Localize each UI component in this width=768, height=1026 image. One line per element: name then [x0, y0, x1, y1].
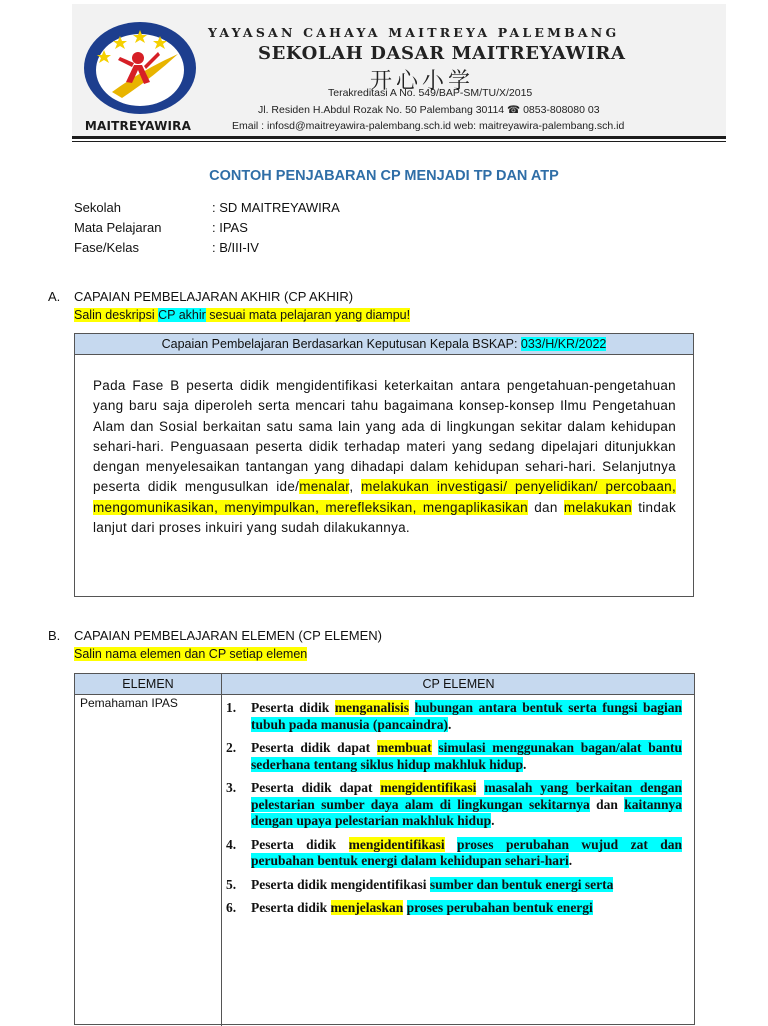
item-text — [409, 700, 415, 715]
cp-akhir-box — [74, 333, 694, 597]
content-highlight: masalah yang berkaitan dengan pelestarian sumber daya alam di lingkungan sekitarnya — [251, 780, 682, 812]
content-highlight: hubungan antara bentuk serta fungsi bagian tubuh pada manusia (pancaindra) — [251, 700, 683, 732]
cp-elemen-item — [226, 837, 682, 870]
item-number: 4. — [226, 836, 237, 852]
cp-text: tindak lanjut dari proses inkuiri yang sudah dilakukannya. — [93, 499, 677, 536]
instruction-text: Salin nama elemen dan CP setiap elemen — [74, 647, 308, 661]
instruction-text: Salin deskripsi — [74, 308, 159, 322]
contact-line: Email : infosd@maitreyawira-palembang.sch.id web: maitreyawira-palembang.sch.id — [232, 120, 625, 132]
verb-highlight: mengidentifikasi — [348, 836, 445, 852]
section-title: CAPAIAN PEMBELAJARAN ELEMEN (CP ELEMEN) — [74, 628, 382, 643]
section-number: A. — [48, 289, 61, 304]
section-a-heading — [48, 289, 353, 304]
section-number: B. — [48, 628, 61, 643]
cp-elemen-item — [226, 780, 682, 830]
cp-highlight-verb: melakukan — [563, 499, 632, 515]
verb-highlight: menganalisis — [334, 700, 409, 715]
cp-text: dan — [527, 499, 564, 515]
content-highlight: proses perubahan wujud zat dan perubahan bentuk energi dalam kehidupan sehari-hari — [251, 836, 683, 868]
content-highlight: sumber dan bentuk energi serta — [429, 876, 614, 892]
school-logo — [82, 20, 198, 116]
meta-label: Mata Pelajaran — [74, 220, 162, 235]
content-highlight: simulasi menggunakan bagan/alat bantu sederhana tentang siklus hidup makhluk hidup — [251, 740, 683, 772]
item-number: 3. — [226, 780, 237, 795]
school-name: SEKOLAH DASAR MAITREYAWIRA — [258, 43, 626, 64]
item-text: Peserta didik — [251, 700, 335, 715]
foundation-name: YAYASAN CAHAYA MAITREYA PALEMBANG — [208, 25, 620, 40]
logo-caption: MAITREYAWIRA — [84, 119, 192, 133]
meta-label: Sekolah — [74, 200, 121, 215]
section-b-heading — [48, 628, 382, 643]
phone-number: 0853-808080 03 — [523, 104, 600, 116]
letterhead-rule-thick — [72, 136, 726, 139]
document-title: CONTOH PENJABARAN CP MENJADI TP DAN ATP — [209, 168, 559, 184]
meta-value: : B/III-IV — [212, 240, 259, 255]
meta-label: Fase/Kelas — [74, 240, 140, 255]
cp-text: , — [349, 479, 362, 495]
accreditation: Terakreditasi A No. 549/BAP-SM/TU/X/2015 — [328, 87, 533, 99]
letterhead-rule-thin — [72, 141, 726, 142]
item-number: 5. — [226, 876, 237, 892]
cp-header-text: Capaian Pembelajaran Berdasarkan Keputusan Kepala BSKAP: — [161, 337, 521, 351]
cp-elemen-item — [226, 900, 682, 917]
item-number: 2. — [226, 740, 237, 755]
column-divider — [221, 694, 222, 1026]
address: Jl. Residen H.Abdul Rozak No. 50 Palembang 30114 — [258, 104, 505, 116]
item-text: Peserta didik — [251, 900, 331, 915]
chinese-school-name: 开心小学 — [370, 69, 475, 94]
instruction-text: sesuai mata pelajaran yang diampu! — [205, 308, 411, 322]
cp-header-code: 033/H/KR/2022 — [520, 337, 607, 351]
cp-text: Pada Fase B peserta didik mengidentifikasi keterkaitan antara pengetahuan-pengetahuan yang baru saja diperoleh serta mencari tahu bagaimana konsep-konsep Ilmu Pengetahuan Alam dan Sosial berkaitan satu sama lain yang ada di lingkungan sekitar dalam kehidupan sehari-hari. Penguasaan peserta didik terhadap materi yang sedang dipelajari ditunjukkan dengan menyelesaikan tantangan yang dihadapi dalam kehidupan sehari-hari. Selanjutnya peserta didik mengusulkan ide/ — [93, 378, 676, 495]
table-header — [75, 674, 694, 695]
cp-highlight-verb: menalar — [299, 479, 350, 495]
column-header-cp-elemen: CP ELEMEN — [221, 674, 695, 694]
cp-elemen-item — [226, 740, 682, 773]
cp-elemen-item — [226, 877, 682, 894]
verb-highlight: mengidentifikasi — [380, 780, 477, 795]
item-number: 1. — [226, 700, 237, 715]
item-text: dan — [589, 796, 625, 812]
item-text: . — [523, 756, 527, 772]
address-line — [258, 104, 600, 116]
content-highlight: proses perubahan bentuk energi — [406, 900, 593, 915]
cp-akhir-text — [93, 376, 676, 538]
meta-value: : IPAS — [212, 220, 248, 235]
item-text: Peserta didik dapat — [251, 780, 381, 795]
phone-icon: ☎ — [507, 104, 521, 116]
cp-elemen-item — [226, 700, 682, 733]
cp-highlight-verb: melakukan investigasi/ penyelidikan/ percobaan, mengomunikasikan, menyimpulkan, merefleksikan, mengaplikasikan — [93, 479, 676, 515]
cp-elemen-table — [74, 673, 695, 1025]
verb-highlight: menjelaskan — [330, 900, 404, 915]
instruction-highlight: CP akhir — [158, 308, 206, 322]
section-a-instruction — [74, 308, 410, 322]
item-text: . — [568, 853, 573, 868]
column-header-elemen: ELEMEN — [122, 677, 174, 691]
item-number: 6. — [226, 900, 237, 915]
content-highlight: kaitannya dengan upaya pelestarian makhluk hidup — [251, 796, 682, 828]
item-text: Peserta didik dapat — [251, 740, 377, 755]
section-b-instruction — [74, 647, 307, 661]
item-text: . — [447, 716, 452, 732]
element-name: Pemahaman IPAS — [80, 696, 178, 710]
section-title: CAPAIAN PEMBELAJARAN AKHIR (CP AKHIR) — [74, 289, 354, 304]
verb-highlight: membuat — [376, 740, 432, 755]
item-text: Peserta didik — [251, 836, 349, 852]
item-text: Peserta didik mengidentifikasi — [251, 876, 430, 892]
cp-akhir-header — [75, 334, 693, 355]
cp-elemen-list — [226, 700, 682, 924]
meta-value: : SD MAITREYAWIRA — [212, 200, 340, 215]
item-text — [445, 837, 457, 852]
item-text: . — [491, 813, 495, 828]
